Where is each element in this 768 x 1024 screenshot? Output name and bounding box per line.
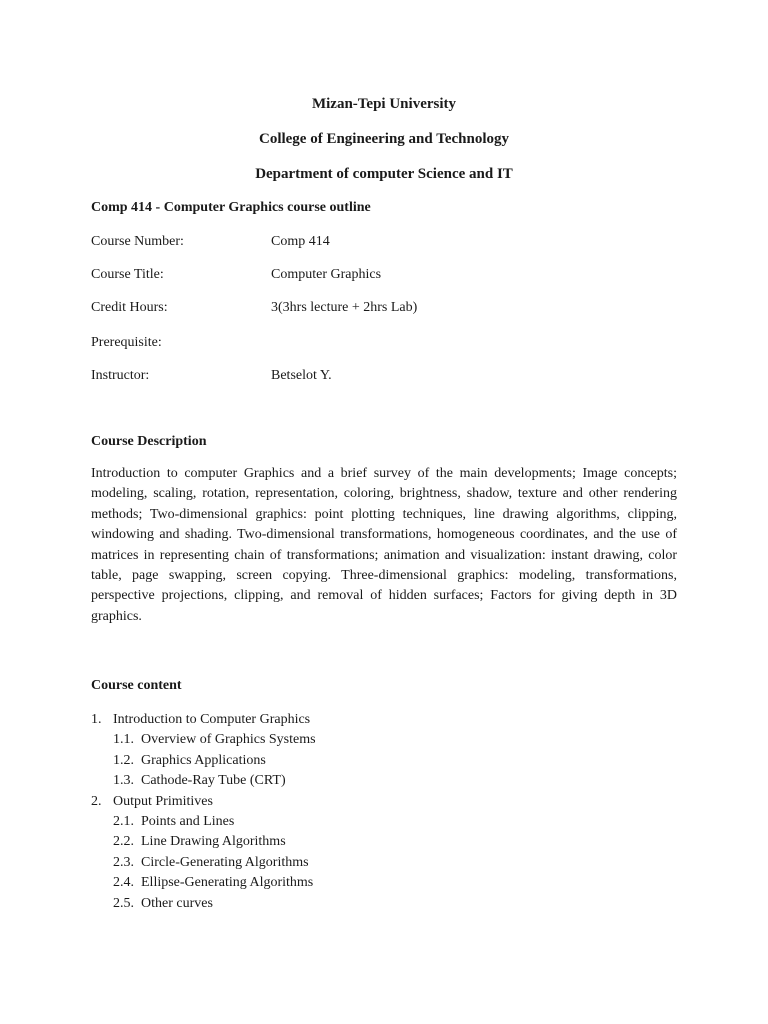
list-item [91, 751, 691, 771]
list-item [91, 812, 691, 832]
instructor-value: Betselot Y. [271, 368, 332, 383]
course-content-list [91, 710, 691, 914]
item-text: Cathode-Ray Tube (CRT) [141, 773, 286, 789]
item-text: Points and Lines [141, 813, 235, 829]
item-number: 2. [91, 793, 102, 809]
item-text: Graphics Applications [141, 752, 266, 768]
item-number: 1.1. [113, 732, 134, 748]
item-number: 2.4. [113, 875, 134, 891]
credit-hours-label: Credit Hours: [91, 300, 168, 315]
list-item [91, 710, 691, 730]
list-item [91, 730, 691, 750]
university-name: Mizan-Tepi University [311, 96, 457, 112]
item-text: Line Drawing Algorithms [141, 834, 286, 850]
prerequisite-label: Prerequisite: [91, 335, 162, 350]
item-text: Output Primitives [113, 793, 213, 809]
item-number: 2.2. [113, 834, 134, 850]
item-number: 2.1. [113, 813, 134, 829]
item-text: Ellipse-Generating Algorithms [141, 875, 314, 891]
description-heading: Course Description [91, 434, 207, 449]
item-number: 2.5. [113, 895, 134, 911]
item-text: Introduction to Computer Graphics [113, 712, 311, 727]
description-text: Introduction to computer Graphics and a brief survey of the main developments; Image concepts; modeling, scaling, rotation, representation, coloring, brightness, shadow, texture and other rendering methods; Two-dimensional graphics: point plotting techniques, line drawing algorithms, clipping, windowing and shading. Two-dimensional transformations, homogeneous coordinates, and the use of matrices in representing chain of transformations; animation and visualization: instant drawing, color table, page swapping, screen copying. Three-dimensional graphics: modeling, transformations, perspective projections, clipping, and removal of hidden surfaces; Factors for giving depth in 3D graphics. [91, 466, 677, 624]
list-item [91, 873, 691, 893]
list-item [91, 853, 691, 873]
course-number-value: Comp 414 [271, 234, 330, 249]
item-number: 2.3. [113, 854, 134, 870]
item-text: Overview of Graphics Systems [141, 732, 316, 748]
item-text: Circle-Generating Algorithms [141, 854, 309, 870]
list-item [91, 771, 691, 791]
outline-title: Comp 414 - Computer Graphics course outline [91, 200, 371, 215]
course-title-value: Computer Graphics [271, 267, 382, 282]
course-number-label: Course Number: [91, 234, 184, 249]
list-item [91, 792, 691, 812]
content-heading: Course content [91, 678, 182, 693]
list-item [91, 832, 691, 852]
instructor-label: Instructor: [91, 368, 150, 383]
item-number: 1. [91, 712, 102, 727]
list-item [91, 894, 691, 914]
department-name: Department of computer Science and IT [255, 166, 513, 182]
item-number: 1.3. [113, 773, 134, 789]
item-text: Other curves [141, 895, 213, 911]
college-name: College of Engineering and Technology [258, 131, 510, 147]
item-number: 1.2. [113, 752, 134, 768]
credit-hours-value: 3(3hrs lecture + 2hrs Lab) [271, 300, 418, 315]
course-title-label: Course Title: [91, 267, 164, 282]
